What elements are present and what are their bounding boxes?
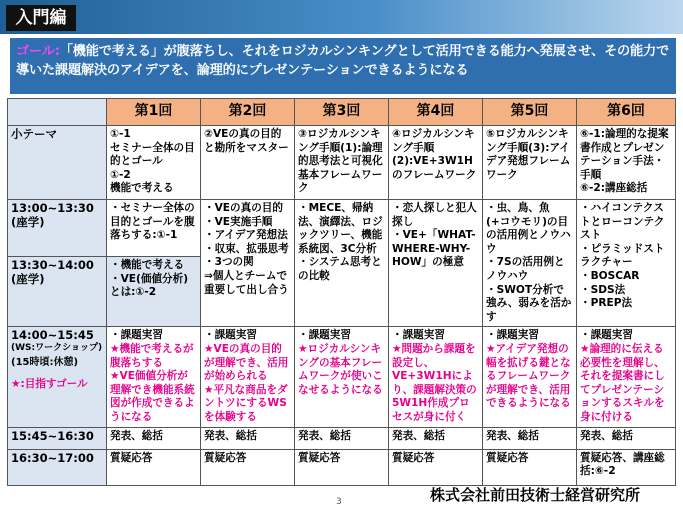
session-header: 第5回 [483, 99, 577, 126]
session-header: 第6回 [577, 99, 676, 126]
theme-cell: ⑥-1:論理的な提案書作成とプレゼンテーション手法・手順 ⑥-2:講座総括 [577, 126, 676, 200]
workshop-cell: ・課題実習 ★論理的に伝える必要性を理解し、それを提案書にしてプレゼンテーションするスキルを身に付ける [577, 327, 676, 427]
session-header: 第4回 [389, 99, 483, 126]
lecture-cell: ・恋人探しと犯人探し ・VE+「WHAT-WHERE-WHY-HOW」の極意 [389, 200, 483, 327]
page-title: 入門編 [6, 5, 76, 31]
workshop-row [8, 327, 676, 427]
qa-cell: 質疑応答 [483, 449, 577, 485]
lecture-cell: ・MECE、帰納法、演繹法、ロジックツリー、機能系統図、3C分析 ・システム思考との比較 [295, 200, 389, 327]
session-header: 第2回 [201, 99, 295, 126]
row-label: 13:30~14:00 (座学) [8, 257, 107, 327]
theme-cell: ⑤ロジカルシンキング手順(3):アイデア発想フレームワーク [483, 126, 577, 200]
page-number: 3 [336, 497, 342, 507]
lecture-cell: ・ハイコンテクストとローコンテクスト ・ピラミッドストラクチャー ・BOSCAR ・SDS法 ・PREP法 [577, 200, 676, 327]
header-band [0, 0, 683, 34]
theme-cell: ①-1 セミナー全体の目的とゴール ①-2 機能で考える [107, 126, 201, 200]
row-label: 小テーマ [8, 126, 107, 200]
workshop-cell: ・課題実習 ★ロジカルシンキングの基本フレームワークが使いこなせるようになる [295, 327, 389, 427]
company-name: 株式会社前田技術士経営研究所 [430, 486, 641, 504]
qa-cell: 質疑応答 [389, 449, 483, 485]
goal-banner [10, 38, 676, 94]
qa-cell: 質疑応答 [201, 449, 295, 485]
lecture-cell: ・VEの真の目的 ・VE実施手順 ・アイデア発想法 ・収束、拡張思考 ・3つの関 ⇒個人とチームで重要して出し合う [201, 200, 295, 327]
workshop-cell: ・課題実習 ★機能で考えるが腹落ちする ★VE価値分析が理解でき機能系統図が作成できるようになる [107, 327, 201, 427]
session-header-row [8, 99, 676, 126]
lecture-cell: ・機能で考える ・VE(価値分析)とは:①-2 [107, 257, 201, 327]
row-label: 14:00~15:45 (WS:ワークショップ) (15時頃:休憩) ★:目指すゴール [8, 327, 107, 427]
time-row-1545 [8, 427, 676, 449]
row-label: 15:45~16:30 [8, 427, 107, 449]
theme-cell: ②VEの真の目的と勘所をマスター [201, 126, 295, 200]
theme-cell: ③ロジカルシンキング手順(1):論理的思考法と可視化基本フレームワーク [295, 126, 389, 200]
workshop-cell: ・課題実習 ★VEの真の目的が理解でき、活用が始められる ★平凡な商品をダントツにするWSを体験する [201, 327, 295, 427]
time-row-1300 [8, 200, 676, 257]
session-header: 第1回 [107, 99, 201, 126]
summary-cell: 発表、総括 [577, 427, 676, 449]
summary-cell: 発表、総括 [107, 427, 201, 449]
session-header: 第3回 [295, 99, 389, 126]
qa-cell: 質疑応答 [295, 449, 389, 485]
row-label: 13:00~13:30 (座学) [8, 200, 107, 257]
summary-cell: 発表、総括 [295, 427, 389, 449]
goal-label: ゴール: [16, 44, 60, 59]
row-label: 16:30~17:00 [8, 449, 107, 485]
workshop-cell: ・課題実習 ★問題から課題を設定し、VE+3W1Hにより、課題解決策の5W1H作成プロセスが身に付く [389, 327, 483, 427]
lecture-cell: ・虫、鳥、魚(+コウモリ)の目の活用例とノウハウ ・7Sの活用例とノウハウ ・SWOT分析で強み、弱みを活かす [483, 200, 577, 327]
time-row-1630 [8, 449, 676, 485]
summary-cell: 発表、総括 [389, 427, 483, 449]
workshop-cell: ・課題実習 ★アイデア発想の幅を拡げる鍵となるフレームワークが理解でき、活用できるようになる [483, 327, 577, 427]
lecture-cell: ・セミナー全体の目的とゴールを腹落ちする:①-1 [107, 200, 201, 257]
summary-cell: 発表、総括 [483, 427, 577, 449]
theme-row [8, 126, 676, 200]
summary-cell: 発表、総括 [201, 427, 295, 449]
goal-text: 「機能で考える」が腹落ちし、それをロジカルシンキングとして活用できる能力へ発展させ、その能力で導いた課題解決のアイデアを、論理的にプレゼンテーションできるようになる [16, 44, 670, 78]
qa-cell: 質疑応答 [107, 449, 201, 485]
theme-cell: ④ロジカルシンキング手順(2):VE+3W1Hのフレームワーク [389, 126, 483, 200]
qa-cell: 質疑応答、講座総括:⑥-2 [577, 449, 676, 485]
corner-cell [8, 99, 107, 126]
schedule-table [7, 98, 676, 486]
